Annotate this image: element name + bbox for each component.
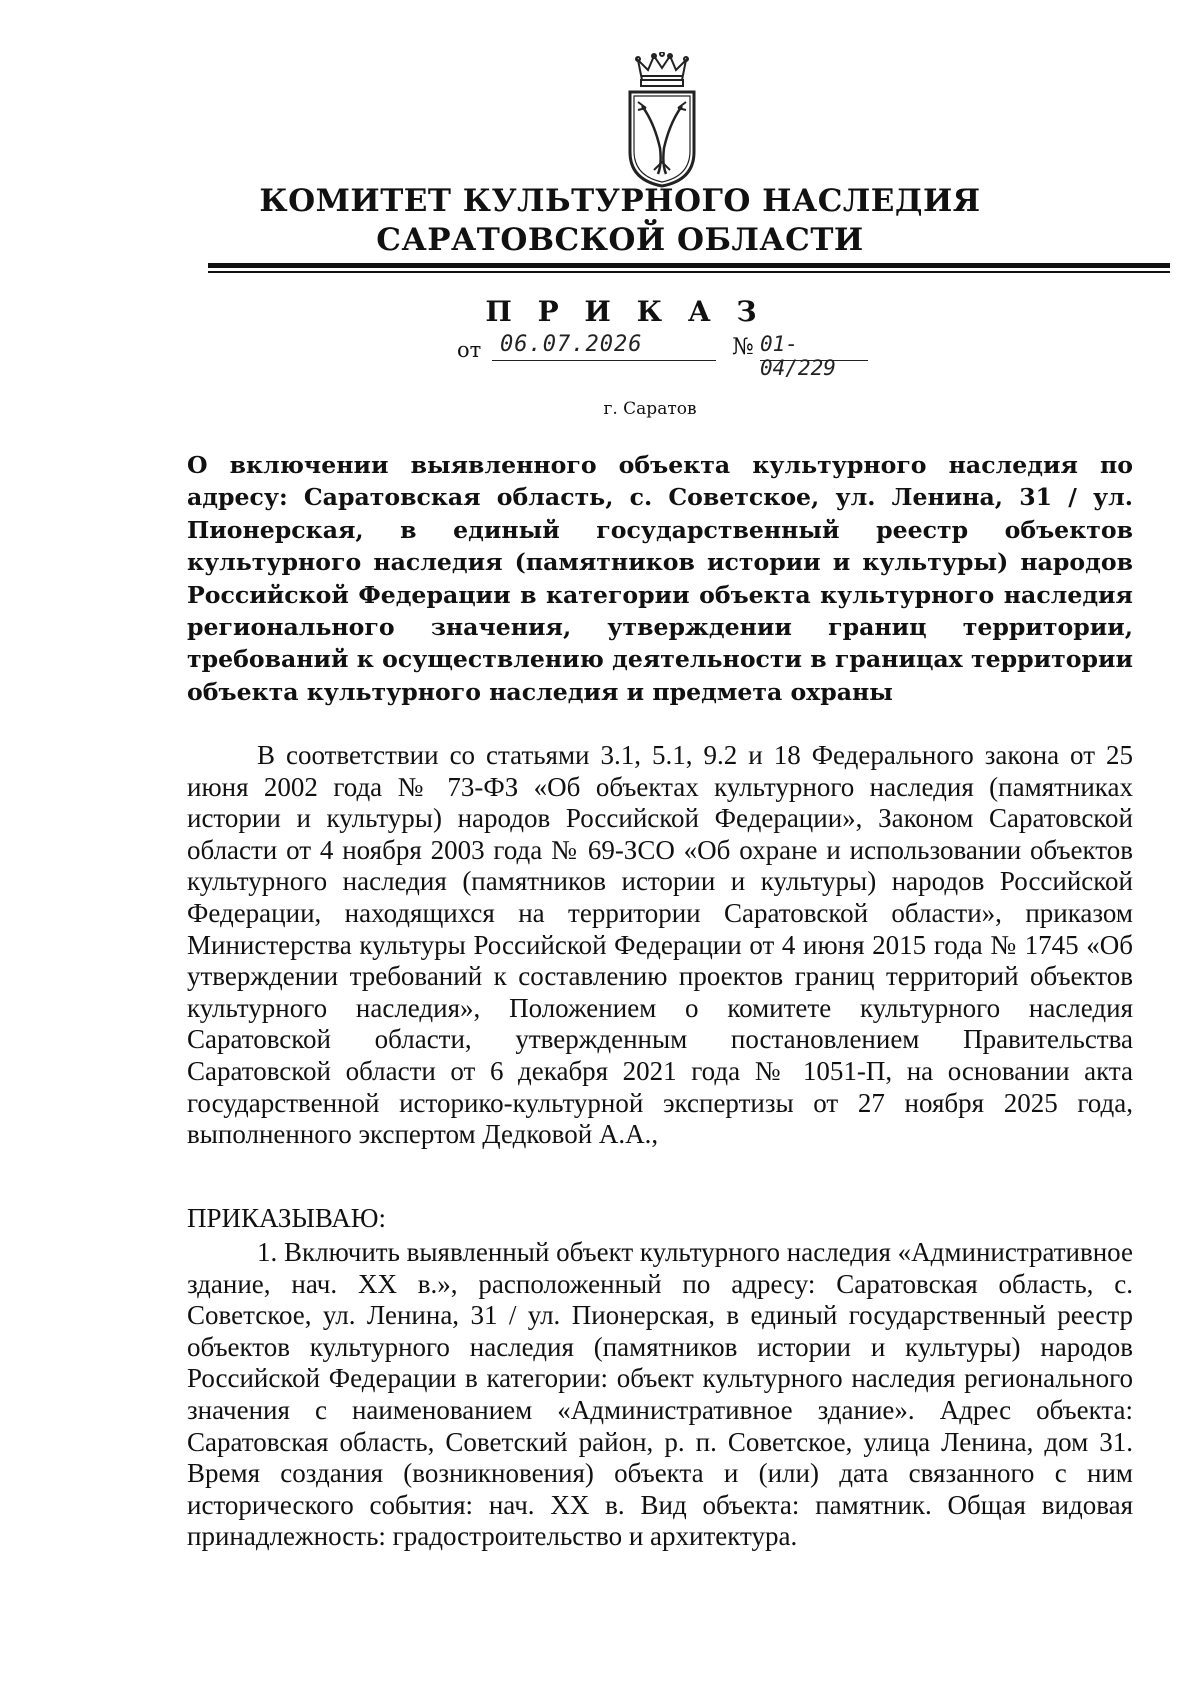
header-divider-thick — [208, 263, 1170, 268]
document-type-heading: П Р И К А З — [485, 295, 765, 328]
date-label: от — [457, 338, 482, 362]
preamble-paragraph — [187, 740, 1133, 1151]
date-underline — [492, 360, 716, 361]
order-date: 06.07.2026 — [500, 332, 643, 357]
city-of-issue: г. Саратов — [603, 399, 697, 419]
preamble-text: В соответствии со статьями 3.1, 5.1, 9.2 и 18 Федерального закона от 25 июня 2002 года № 73-ФЗ «Об объектах культурного наследия (памятниках истории и культуры) народов Российской Федерации», Законом Саратовской области от 4 ноября 2003 года № 69-ЗСО «Об охране и использовании объектов культурного наследия (памятников истории и культуры) народов Российской Федерации, находящихся на территории Саратовской области», приказом Министерства культуры Российской Федерации от 4 июня 2015 года № 1745 «Об утверждении требований к составлению проектов границ территорий объектов культурного наследия», Положением о комитете культурного наследия Саратовской области, утвержденным постановлением Правительства Саратовской области от 6 декабря 2021 года № 1051-П, на основании акта государственной историко-культурной экспертизы от 27 ноября 2025 года, выполненного экспертом Дедковой А.А., — [187, 740, 1133, 1150]
order-title: О включении выявленного объекта культурного наследия по адресу: Саратовская область, с. Советское, ул. Ленина, 31 / ул. Пионерская, в единый государственный реестр объектов культурного наследия (памятников истории и культуры) народов Российской Федерации в категории объекта культурного наследия регионального значения, утверждении границ территории, требований к осуществлению деятельности в границах территории объекта культурного наследия и предмета охраны — [187, 451, 1133, 706]
number-label: № — [732, 334, 754, 360]
header-divider-thin — [208, 271, 1170, 273]
organization-name-line1: КОМИТЕТ КУЛЬТУРНОГО НАСЛЕДИЯ — [259, 183, 981, 219]
coat-of-arms-icon — [624, 52, 700, 188]
order-item-1 — [187, 1237, 1133, 1553]
organization-name-line2: САРАТОВСКОЙ ОБЛАСТИ — [376, 222, 864, 258]
order-item-1-text: 1. Включить выявленный объект культурного наследия «Административное здание, нач. XX в.», расположенный по адресу: Саратовская область, с. Советское, ул. Ленина, 31 / ул. Пионерская, в единый государственный реестр объектов культурного наследия (памятников истории и культуры) народов Российской Федерации в категории: объект культурного наследия регионального значения с наименованием «Административное здание». Адрес объекта: Саратовская область, Советский район, р. п. Советское, улица Ленина, дом 31. Время создания (возникновения) объекта и (или) дата связанного с ним исторического события: нач. XX в. Вид объекта: памятник. Общая видовая принадлежность: градостроительство и архитектура. — [187, 1237, 1133, 1552]
order-number: 01-04/229 — [760, 332, 836, 380]
order-directive-word: ПРИКАЗЫВАЮ: — [187, 1203, 386, 1233]
